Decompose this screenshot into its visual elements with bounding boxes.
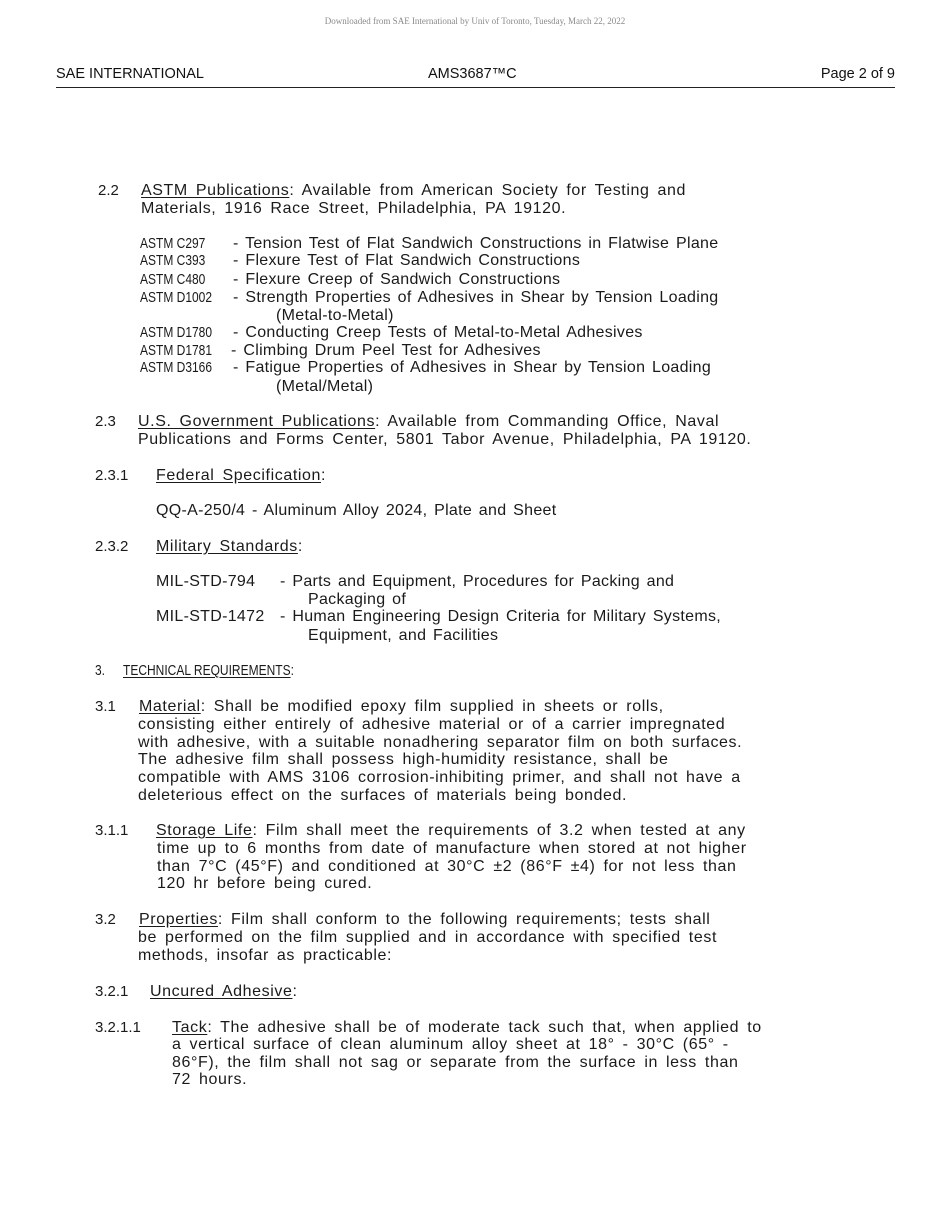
- section-3-1-text-line: compatible with AMS 3106 corrosion-inhibiting primer, and shall not have a: [138, 769, 741, 786]
- mil-std-title: - Human Engineering Design Criteria for Military Systems,: [280, 608, 722, 625]
- section-3-1-title: Material: [139, 698, 201, 715]
- section-3-1-text-line: with adhesive, with a suitable nonadhering separator film on both surfaces.: [138, 734, 743, 751]
- section-3-2-title: Properties: [139, 911, 218, 928]
- mil-std-title-continuation: Packaging of: [308, 591, 407, 608]
- astm-title: - Climbing Drum Peel Test for Adhesives: [231, 342, 541, 359]
- section-2-3-1-title: Federal Specification: [156, 467, 322, 484]
- section-2-2-heading: [141, 182, 686, 200]
- astm-title: - Tension Test of Flat Sandwich Constructions in Flatwise Plane: [233, 235, 719, 252]
- download-notice: Downloaded from SAE International by Univ of Toronto, Tuesday, March 22, 2022: [324, 16, 626, 26]
- section-3-1-number: 3.1: [95, 698, 116, 715]
- section-3-1-1-number: 3.1.1: [95, 822, 129, 839]
- header-rule: [56, 87, 895, 88]
- section-2-3-2-colon: :: [297, 538, 303, 555]
- astm-title-continuation: (Metal-to-Metal): [276, 307, 394, 324]
- section-2-3-1-colon: :: [321, 467, 327, 484]
- mil-std-title-continuation: Equipment, and Facilities: [308, 627, 499, 644]
- astm-code: ASTM C297: [140, 235, 206, 252]
- section-2-2-number: 2.2: [98, 182, 119, 199]
- section-3-2-1-colon: :: [292, 983, 298, 1000]
- section-3-2-text-line: methods, insofar as practicable:: [138, 947, 393, 964]
- astm-code: ASTM D1780: [140, 324, 213, 341]
- section-3-2-1-1-text-line: a vertical surface of clean aluminum alloy sheet at 18° - 30°C (65° -: [172, 1036, 729, 1053]
- section-3-1-text-line: The adhesive film shall possess high-humidity resistance, shall be: [138, 751, 669, 768]
- astm-code: ASTM D3166: [140, 359, 213, 376]
- federal-spec-item: QQ-A-250/4 - Aluminum Alloy 2024, Plate and Sheet: [156, 502, 557, 519]
- section-3-1-heading: [139, 698, 664, 716]
- section-2-3-2-number: 2.3.2: [95, 538, 129, 555]
- section-3-colon: :: [290, 662, 294, 679]
- astm-code: ASTM D1002: [140, 289, 213, 306]
- header-page-number: Page 2 of 9: [820, 66, 895, 82]
- astm-code: ASTM C393: [140, 252, 206, 269]
- astm-code: ASTM D1781: [140, 342, 213, 359]
- section-2-3-title: U.S. Government Publications: [138, 413, 376, 430]
- section-3-2-1-1-text-line: 72 hours.: [172, 1071, 248, 1088]
- mil-std-title: - Parts and Equipment, Procedures for Packing and: [280, 573, 675, 590]
- section-3-1-text-line: consisting either entirely of adhesive material or of a carrier impregnated: [138, 716, 726, 733]
- section-3-2-line1: : Film shall conform to the following requirements; tests shall: [217, 911, 711, 928]
- mil-std-code: MIL-STD-1472: [156, 608, 265, 625]
- section-2-2-line2: Materials, 1916 Race Street, Philadelphia, PA 19120.: [141, 200, 567, 217]
- section-3-1-1-heading: [156, 822, 746, 840]
- section-3-1-1-line1: : Film shall meet the requirements of 3.2 when tested at any: [252, 822, 746, 839]
- section-2-2-line1: : Available from American Society for Testing and: [289, 182, 687, 199]
- section-3-2-1-1-text-line: 86°F), the film shall not sag or separate from the surface in less than: [172, 1054, 739, 1071]
- section-3-number: 3.: [95, 662, 106, 679]
- section-3-2-1-1-number: 3.2.1.1: [95, 1019, 141, 1036]
- astm-code: ASTM C480: [140, 271, 206, 288]
- section-2-3-line2: Publications and Forms Center, 5801 Tabor Avenue, Philadelphia, PA 19120.: [138, 431, 752, 448]
- section-3-1-1-title: Storage Life: [156, 822, 253, 839]
- section-3-title: TECHNICAL REQUIREMENTS: [123, 662, 291, 679]
- section-3-2-1-1-line1: : The adhesive shall be of moderate tack such that, when applied to: [207, 1019, 762, 1036]
- section-2-3-2-title: Military Standards: [156, 538, 298, 555]
- section-2-3-number: 2.3: [95, 413, 116, 430]
- section-2-3-2-heading: [156, 538, 303, 556]
- section-3-1-1-text-line: 120 hr before being cured.: [157, 875, 373, 892]
- section-3-2-text-line: be performed on the film supplied and in accordance with specified test: [138, 929, 717, 946]
- section-2-2-title: ASTM Publications: [141, 182, 290, 199]
- section-2-3-1-heading: [156, 467, 326, 485]
- section-3-2-heading: [139, 911, 710, 929]
- mil-std-code: MIL-STD-794: [156, 573, 256, 590]
- header-doc-id: AMS3687™C: [428, 66, 517, 82]
- section-3-2-1-title: Uncured Adhesive: [150, 983, 293, 1000]
- section-2-3-heading: [138, 413, 719, 431]
- section-3-2-1-1-heading: [172, 1019, 762, 1037]
- astm-title: - Fatigue Properties of Adhesives in Shear by Tension Loading: [233, 359, 712, 376]
- astm-title: - Conducting Creep Tests of Metal-to-Metal Adhesives: [233, 324, 643, 341]
- astm-title: - Flexure Test of Flat Sandwich Constructions: [233, 252, 581, 269]
- section-3-1-1-text-line: than 7°C (45°F) and conditioned at 30°C ±2 (86°F ±4) for not less than: [157, 858, 737, 875]
- header-org: SAE INTERNATIONAL: [56, 66, 204, 82]
- section-3-2-1-number: 3.2.1: [95, 983, 129, 1000]
- astm-title: - Flexure Creep of Sandwich Constructions: [233, 271, 561, 288]
- astm-title: - Strength Properties of Adhesives in Shear by Tension Loading: [233, 289, 719, 306]
- section-3-heading: [123, 662, 294, 679]
- section-3-2-1-1-title: Tack: [172, 1019, 208, 1036]
- section-3-2-1-heading: [150, 983, 298, 1001]
- section-2-3-1-number: 2.3.1: [95, 467, 129, 484]
- section-3-1-text-line: deleterious effect on the surfaces of materials being bonded.: [138, 787, 628, 804]
- section-3-1-1-text-line: time up to 6 months from date of manufacture when stored at not higher: [157, 840, 747, 857]
- section-2-3-line1: : Available from Commanding Office, Naval: [375, 413, 720, 430]
- section-3-1-line1: : Shall be modified epoxy film supplied in sheets or rolls,: [200, 698, 664, 715]
- section-3-2-number: 3.2: [95, 911, 116, 928]
- astm-title-continuation: (Metal/Metal): [276, 378, 374, 395]
